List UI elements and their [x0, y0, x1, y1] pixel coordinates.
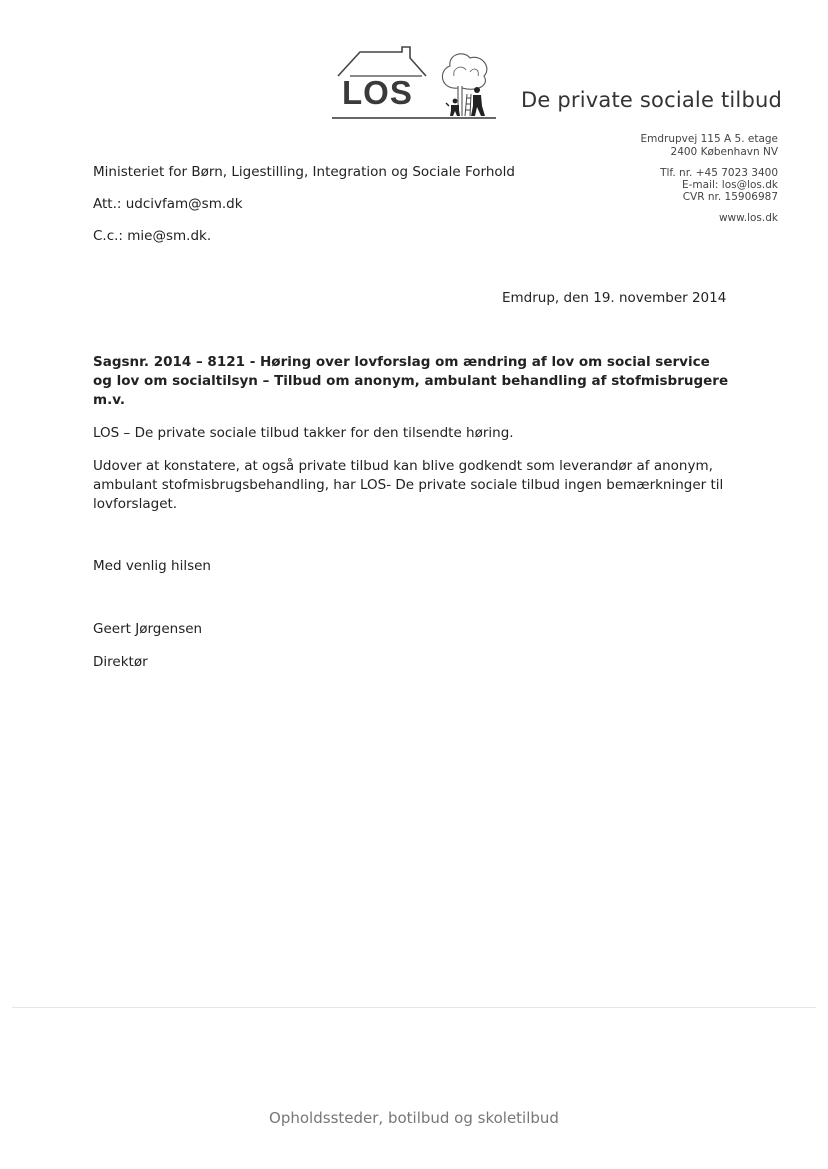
- sender-address-street: Emdrupvej 115 A 5. etage: [640, 133, 778, 145]
- letterhead-tagline: De private sociale tilbud: [521, 88, 783, 112]
- recipient-name: Ministeriet for Børn, Ligestilling, Integration og Sociale Forhold: [93, 164, 515, 180]
- sender-phone: Tlf. nr. +45 7023 3400: [660, 167, 778, 179]
- body-paragraph-2: Udover at konstatere, at også private tilbud kan blive godkendt som leverandør af anonym, ambulant stofmisbrugsbehandling, har LOS- De private sociale tilbud ingen bemærkninger til lovforslaget.: [93, 458, 724, 512]
- body-paragraph-1: LOS – De private sociale tilbud takker for den tilsendte høring.: [93, 425, 514, 441]
- closing-greeting: Med venlig hilsen: [93, 558, 211, 574]
- letter-date: Emdrup, den 19. november 2014: [502, 290, 727, 306]
- sender-cvr: CVR nr. 15906987: [682, 191, 778, 203]
- los-logo: [330, 46, 500, 122]
- sender-address-city: 2400 København NV: [670, 146, 778, 158]
- recipient-att: Att.: udcivfam@sm.dk: [93, 196, 243, 212]
- footer-text: Opholdssteder, botilbud og skoletilbud: [269, 1109, 559, 1127]
- signer-name: Geert Jørgensen: [93, 621, 203, 637]
- footer-divider: [12, 1007, 816, 1008]
- sender-website: www.los.dk: [718, 212, 778, 224]
- sender-email: E-mail: los@los.dk: [681, 179, 778, 191]
- logo-text: LOS: [342, 74, 413, 111]
- recipient-cc: C.c.: mie@sm.dk.: [93, 228, 212, 244]
- signer-title: Direktør: [93, 654, 148, 670]
- letter-subject: Sagsnr. 2014 – 8121 - Høring over lovforslag om ændring af lov om social service og lov om socialtilsyn – Tilbud om anonym, ambulant behandling af stofmisbrugere m.v.: [93, 354, 729, 408]
